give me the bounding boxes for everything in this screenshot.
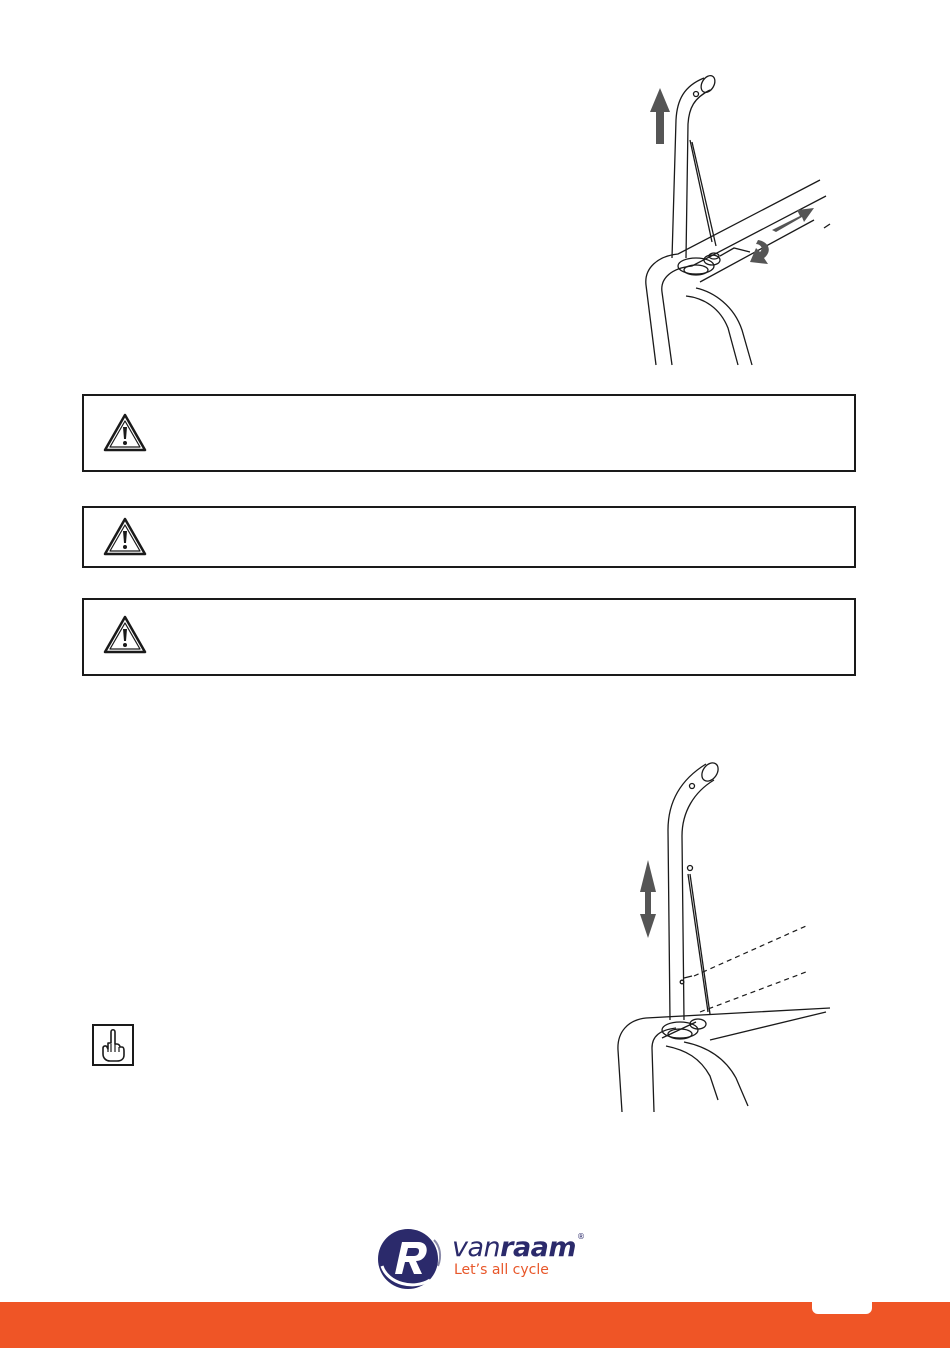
footer-bar [0,1302,950,1348]
warning-triangle-icon [102,614,148,656]
warning-triangle-icon [102,516,148,558]
pin-removal-illustration [600,60,840,370]
brand-name-light: van [452,1232,501,1263]
page-number-tab [812,1302,872,1314]
pointing-hand-icon [94,1026,132,1064]
registered-mark: ® [577,1232,585,1241]
vanraam-logo [374,1226,584,1292]
note-hand-icon-frame [92,1024,134,1066]
warning-box-3 [82,598,856,676]
brand-tagline: Let’s all cycle [454,1262,549,1278]
warning-box-1 [82,394,856,472]
vanraam-r-emblem-icon [374,1226,444,1292]
brand-name [452,1232,585,1263]
brand-name-bold: raam [500,1232,577,1263]
pin-height-adjust-illustration [600,750,840,1120]
warning-box-2 [82,506,856,568]
warning-triangle-icon [102,412,148,454]
